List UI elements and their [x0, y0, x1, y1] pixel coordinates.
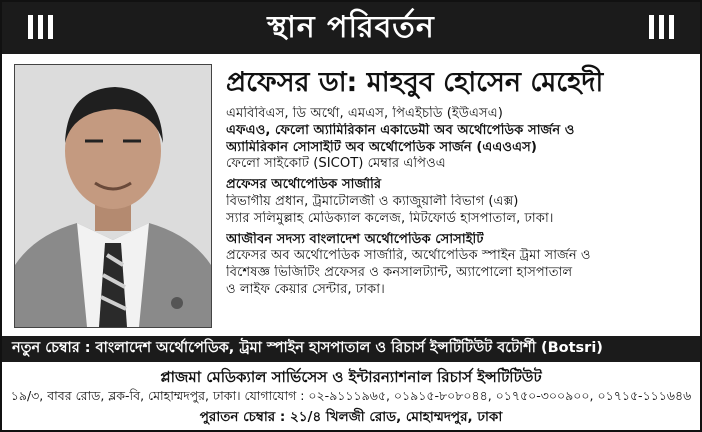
- bars-ornament-icon: [649, 15, 674, 39]
- address-contact: ১৯/৩, বাবর রোড, ব্লক-বি, মোহাম্মদপুর, ঢাকা। যোগাযোগ : ০২-৯১১১৯৬৫, ০১৯১৫-৮০৮০৪৪, ০১৭৫০-৩০০৯০০, ০১৭১৫-১১১৬৪৬: [10, 388, 692, 403]
- portrait-icon: [15, 65, 211, 327]
- new-chamber-banner: নতুন চেম্বার : বাংলাদেশ অর্থোপেডিক, ট্রমা স্পাইন হাসপাতাল ও রিচার্স ইন্সটিটিউট বটোর্শী (Botsri): [2, 336, 700, 362]
- credential-line: বিভাগীয় প্রধান, ট্রমাটোলজী ও ক্যাজুয়ালী বিভাগ (এক্স): [226, 193, 519, 209]
- credential-line: এফএও, ফেলো অ্যামিরিকান একাডেমী অব অর্থোপেডিক সার্জন ও: [226, 122, 575, 138]
- credential-line: প্রফেসর অব অর্থোপেডিক সার্জারি, অর্থোপেডিক স্পাইন ট্রমা সার্জন ও: [226, 248, 591, 264]
- header-banner: [2, 2, 700, 54]
- credential-line: ফেলো সাইকোট (SICOT) মেম্বার এপিওএ: [226, 156, 446, 172]
- credential-line: আজীবন সদস্য বাংলাদেশ অর্থোপেডিক সোসাইটি: [226, 231, 484, 247]
- header-title: স্থান পরিবর্তন: [267, 9, 435, 45]
- credential-line: অ্যামিরিকান সোসাইটি অব অর্থোপেডিক সার্জন (এএওএস): [226, 139, 537, 155]
- doctor-name: প্রফেসর ডা: মাহবুব হোসেন মেহেদী: [226, 67, 604, 98]
- credential-line: প্রফেসর অর্থোপেডিক সার্জারি: [226, 177, 382, 193]
- doctor-credentials: [226, 106, 692, 299]
- old-chamber: পুরাতন চেম্বার : ২১/৪ খিলজী রোড, মোহাম্মদপুর, ঢাকা: [199, 409, 503, 425]
- credential-line: এমবিবিএস, ডি অর্থো, এমএস, পিএইচডি (ইউএসএ): [226, 106, 503, 121]
- credential-line: স্যার সলিমুল্লাহ মেডিক্যাল কলেজ, মিটফোর্ড হাসপাতাল, ঢাকা।: [226, 210, 554, 226]
- credential-line: বিশেষজ্ঞ ভিজিটিং প্রফেসর ও কনসালট্যান্ট, অ্যাপোলো হাসপাতাল: [226, 265, 573, 281]
- credential-line: ও লাইফ কেয়ার সেন্টার, ঢাকা।: [226, 281, 385, 297]
- bars-ornament-icon: [28, 15, 53, 39]
- institute-name: প্লাজমা মেডিক্যাল সার্ভিসেস ও ইন্টারন্যাশনাল রিচার্স ইন্সটিটিউট: [160, 368, 542, 386]
- doctor-photo: [14, 64, 212, 328]
